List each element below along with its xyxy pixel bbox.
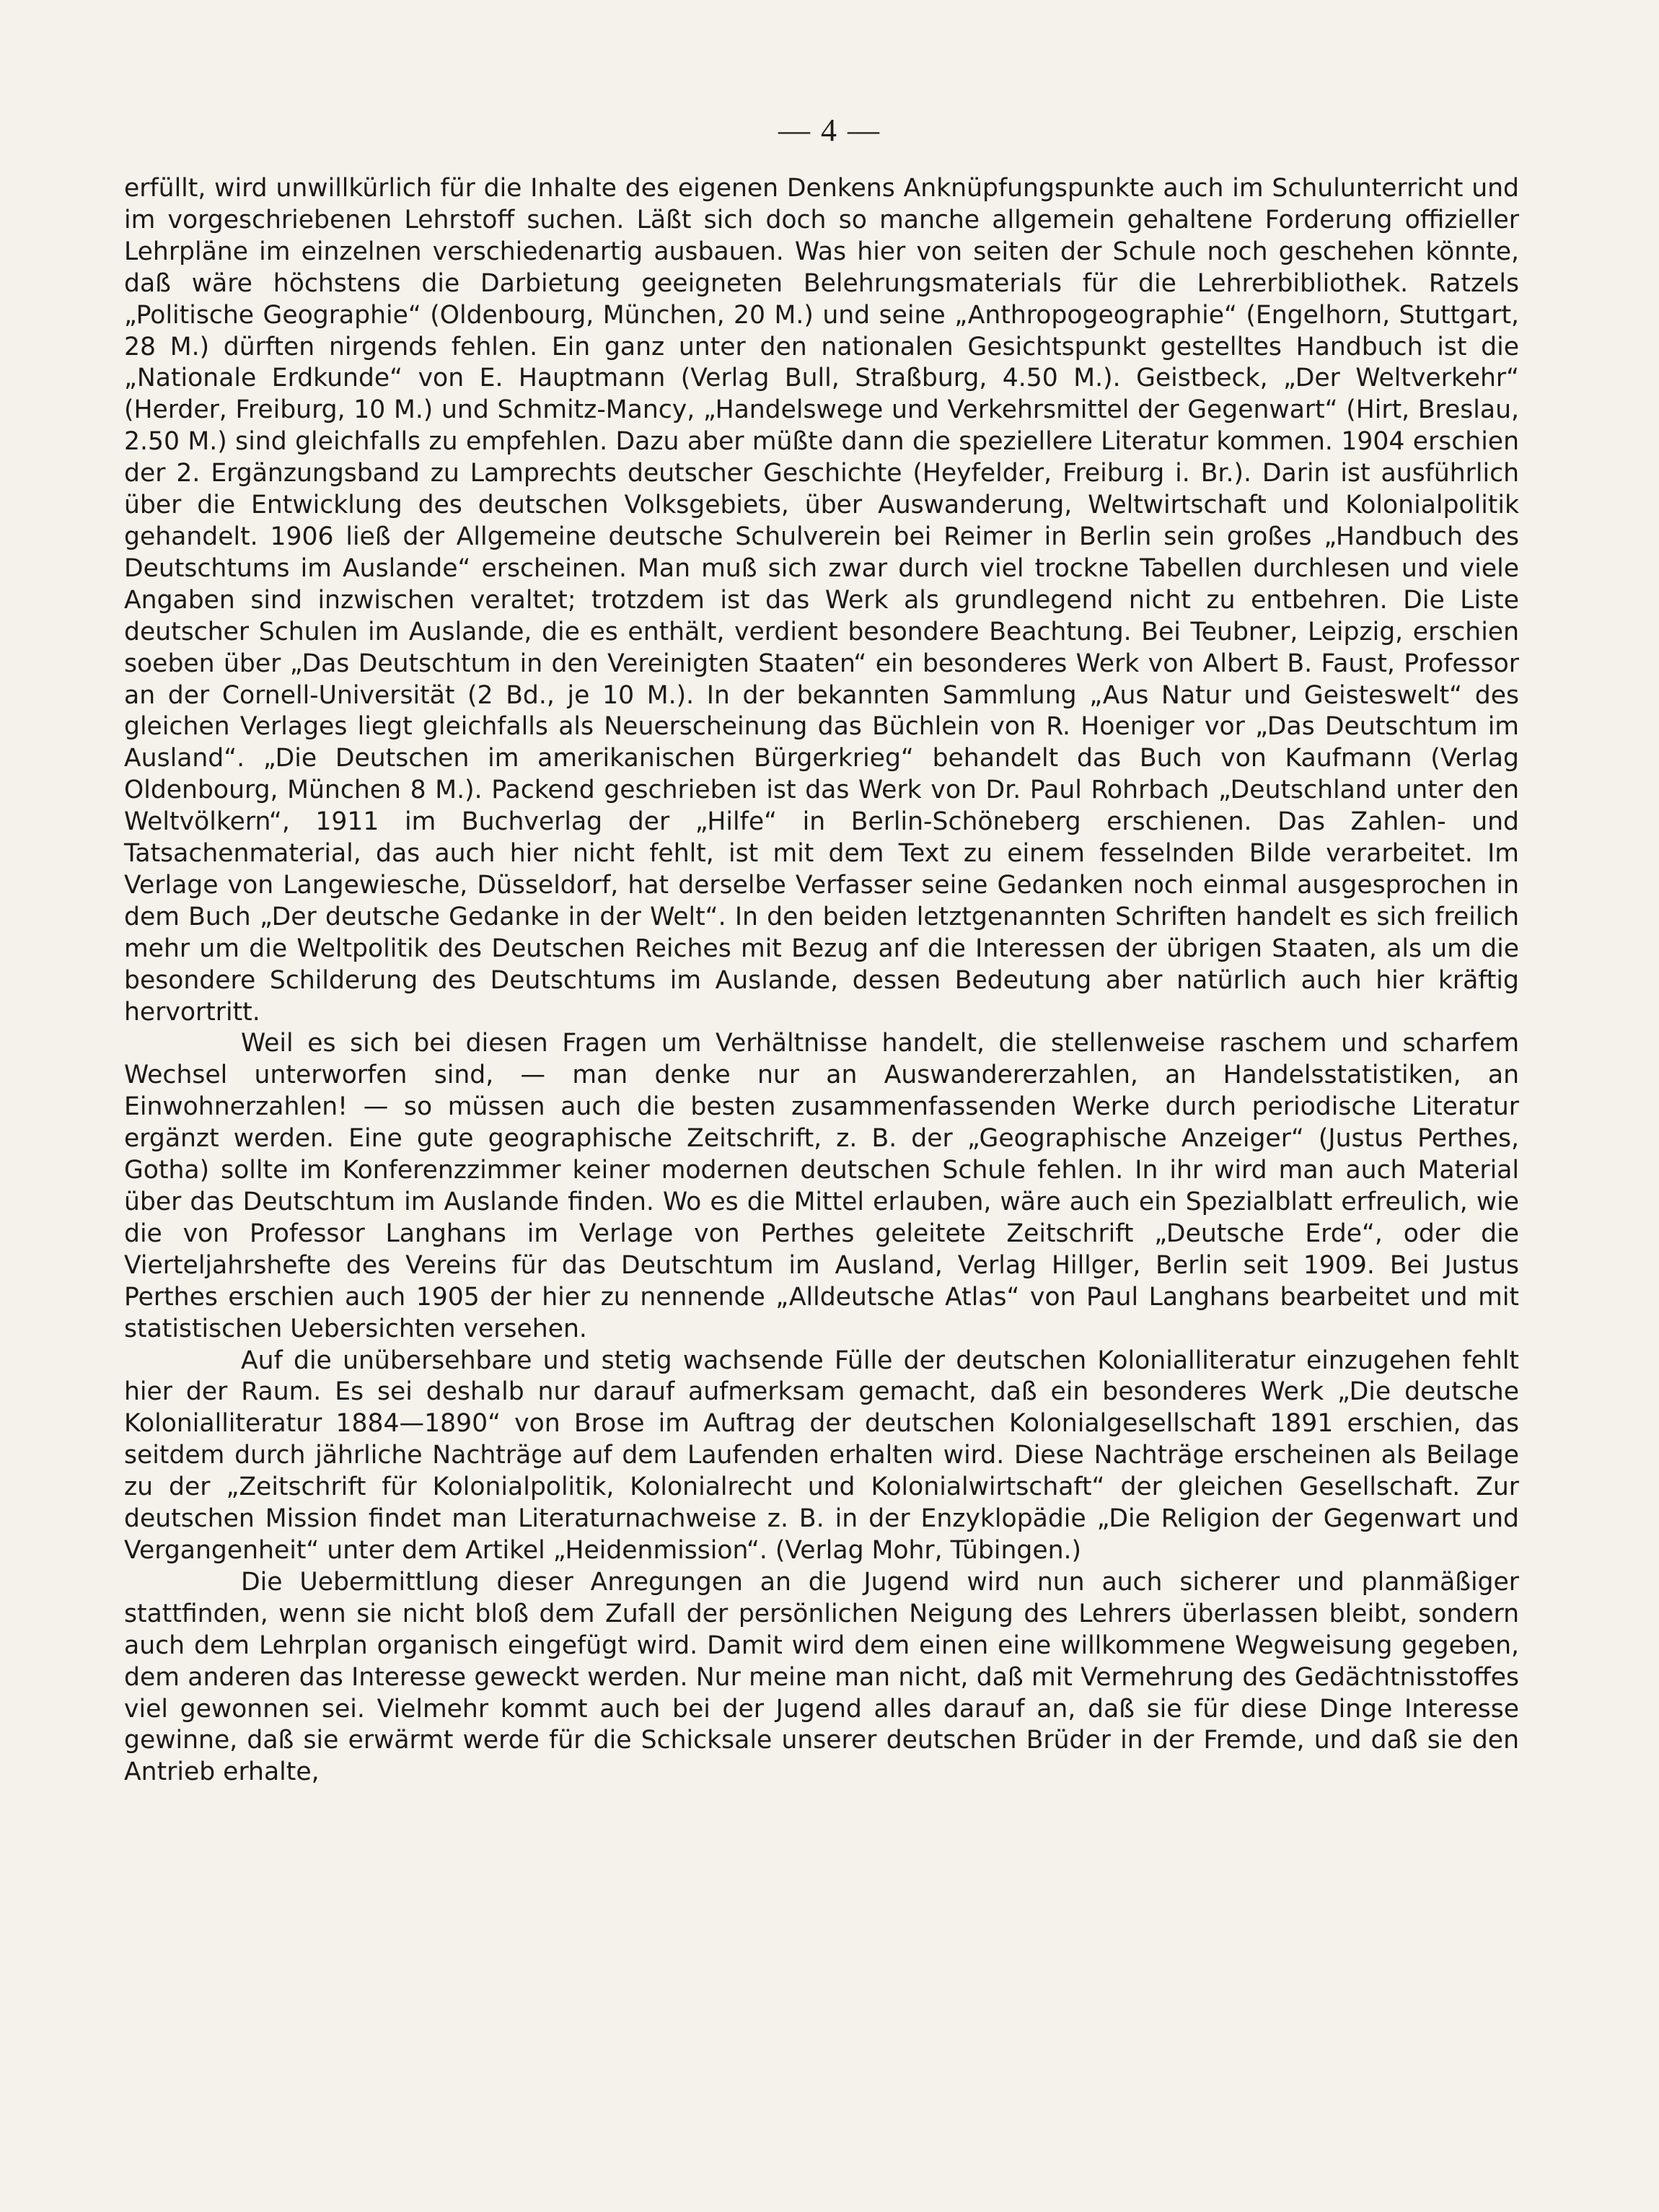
paragraph-colonial-literature: Auf die unübersehbare und stetig wachsende Fülle der deutschen Kolonialliteratur einzugehen fehlt hier der Raum. Es sei deshalb nur darauf aufmerksam gemacht, daß ein besonderes Werk „Die deutsche Kolonialliteratur 1884—1890“ von Brose im Auftrag der deutschen Kolonialgesellschaft 1891 erschien, das seitdem durch jährliche Nachträge auf dem Laufenden erhalten wird. Diese Nachträge erscheinen als Beilage zu der „Zeitschrift für Kolonialpolitik, Kolonialrecht und Kolonialwirtschaft“ der gleichen Gesellschaft. Zur deutschen Mission findet man Literaturnachweise z. B. in der Enzyklopädie „Die Religion der Gegenwart und Vergangenheit“ unter dem Artikel „Heidenmission“. (Verlag Mohr, Tübingen.): [124, 1346, 1519, 1565]
paragraph-periodicals: Weil es sich bei diesen Fragen um Verhältnisse handelt, die stellenweise raschem und scharfem Wechsel unterworfen sind, — man denke nur an Auswandererzahlen, an Handelsstatistiken, an Einwohnerzahlen! — so müssen auch die besten zusammenfassenden Werke durch periodische Literatur ergänzt werden. Eine gute geographische Zeitschrift, z. B. der „Geographische Anzeiger“ (Justus Perthes, Gotha) sollte im Konferenzzimmer keiner modernen deutschen Schule fehlen. In ihr wird man auch Material über das Deutschtum im Auslande finden. Wo es die Mittel erlauben, wäre auch ein Spezialblatt erfreulich, wie die von Professor Langhans im Verlage von Perthes geleitete Zeitschrift „Deutsche Erde“, oder die Vierteljahrshefte des Vereins für das Deutschtum im Ausland, Verlag Hillger, Berlin seit 1909. Bei Justus Perthes erschien auch 1905 der hier zu nennende „Alldeutsche Atlas“ von Paul Langhans bearbeitet und mit statistischen Uebersichten versehen.: [124, 1029, 1519, 1343]
paragraph-literature: erfüllt, wird unwillkürlich für die Inhalte des eigenen Denkens Anknüpfungspunkte auch im Schulunterricht und im vorgeschriebenen Lehrstoff suchen. Läßt sich doch so manche allgemein gehaltene Forderung offizieller Lehrpläne im einzelnen verschiedenartig ausbauen. Was hier von seiten der Schule noch geschehen könnte, daß wäre höchstens die Darbietung geeigneten Belehrungsmaterials für die Lehrerbibliothek. Ratzels „Politische Geographie“ (Oldenbourg, München, 20 M.) und seine „Anthropogeographie“ (Engelhorn, Stuttgart, 28 M.) dürften nirgends fehlen. Ein ganz unter den nationalen Gesichtspunkt gestelltes Handbuch ist die „Nationale Erdkunde“ von E. Hauptmann (Verlag Bull, Straßburg, 4.50 M.). Geistbeck, „Der Weltverkehr“ (Herder, Freiburg, 10 M.) und Schmitz-Mancy, „Handelswege und Verkehrsmittel der Gegenwart“ (Hirt, Breslau, 2.50 M.) sind gleichfalls zu empfehlen. Dazu aber müßte dann die speziellere Literatur kommen. 1904 erschien der 2. Ergänzungsband zu Lamprechts deutscher Geschichte (Heyfelder, Freiburg i. Br.). Darin ist ausführlich über die Entwicklung des deutschen Volksgebiets, über Auswanderung, Weltwirtschaft und Kolonialpolitik gehandelt. 1906 ließ der Allgemeine deutsche Schulverein bei Reimer in Berlin sein großes „Handbuch des Deutschtums im Auslande“ erscheinen. Man muß sich zwar durch viel trockne Tabellen durchlesen und viele Angaben sind inzwischen veraltet; trotzdem ist das Werk als grundlegend nicht zu entbehren. Die Liste deutscher Schulen im Auslande, die es enthält, verdient besondere Beachtung. Bei Teubner, Leipzig, erschien soeben über „Das Deutschtum in den Vereinigten Staaten“ ein besonderes Werk von Albert B. Faust, Professor an der Cornell-Universität (2 Bd., je 10 M.). In der bekannten Sammlung „Aus Natur und Geisteswelt“ des gleichen Verlages liegt gleichfalls als Neuerscheinung das Büchlein von R. Hoeniger vor „Das Deutschtum im Ausland“. „Die Deutschen im amerikanischen Bürgerkrieg“ behandelt das Buch von Kaufmann (Verlag Oldenbourg, München 8 M.). Packend geschrieben ist das Werk von Dr. Paul Rohrbach „Deutschland unter den Weltvölkern“, 1911 im Buchverlag der „Hilfe“ in Berlin-Schöneberg erschienen. Das Zahlen- und Tatsachenmaterial, das auch hier nicht fehlt, ist mit dem Text zu einem fesselnden Bilde verarbeitet. Im Verlage von Langewiesche, Düsseldorf, hat derselbe Verfasser seine Gedanken noch einmal ausgesprochen in dem Buch „Der deutsche Gedanke in der Welt“. In den beiden letztgenannten Schriften handelt es sich freilich mehr um die Weltpolitik des Deutschen Reiches mit Bezug anf die Interessen der übrigen Staaten, als um die besondere Schilderung des Deutschtums im Auslande, dessen Bedeutung aber natürlich auch hier kräftig hervortritt.: [124, 174, 1519, 1027]
paragraph-youth: Die Uebermittlung dieser Anregungen an die Jugend wird nun auch sicherer und planmäßiger stattfinden, wenn sie nicht bloß dem Zufall der persönlichen Neigung des Lehrers überlassen bleibt, sondern auch dem Lehrplan organisch eingefügt wird. Damit wird dem einen eine willkommene Wegweisung gegeben, dem anderen das Interesse geweckt werden. Nur meine man nicht, daß mit Vermehrung des Gedächtnisstoffes viel gewonnen sei. Vielmehr kommt auch bei der Jugend alles darauf an, daß sie für diese Dinge Interesse gewinne, daß sie erwärmt werde für die Schicksale unserer deutschen Brüder in der Fremde, und daß sie den Antrieb erhalte,: [124, 1567, 1519, 1787]
body-text: [124, 173, 1519, 1789]
page-number: — 4 —: [778, 113, 881, 148]
